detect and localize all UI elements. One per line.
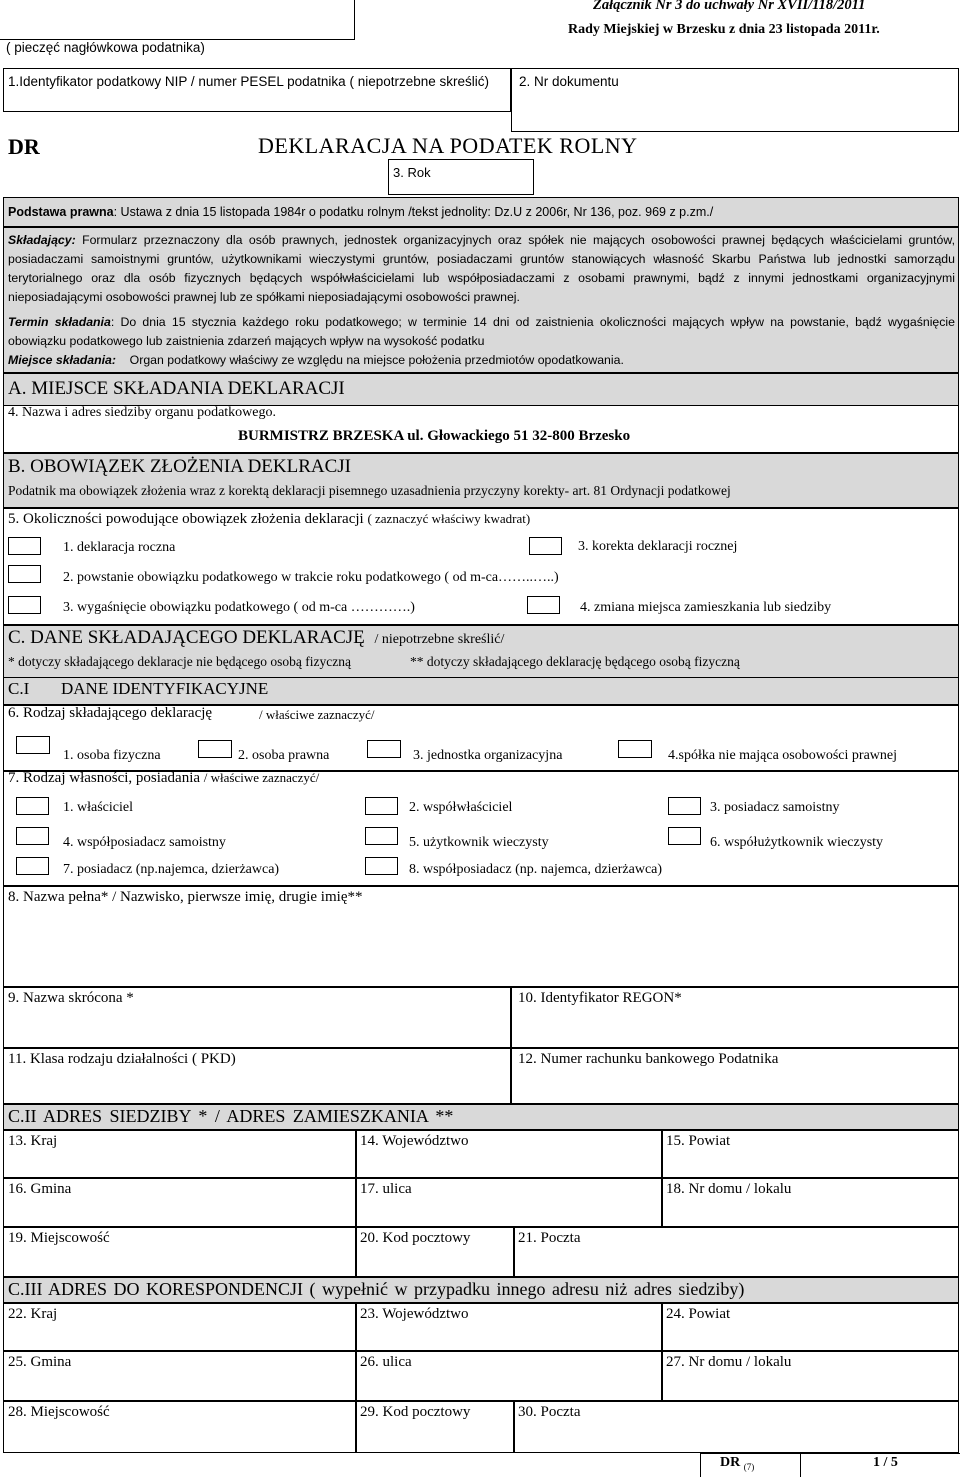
footer-divider <box>800 1453 801 1477</box>
field5-label <box>8 511 530 528</box>
filer-label: Składający: <box>8 233 76 247</box>
field25-label: 25. Gmina <box>8 1354 72 1370</box>
field14-label: 14. Województwo <box>360 1133 469 1149</box>
checkbox-co-perpetual-user[interactable] <box>668 827 701 845</box>
field12-label: 12. Numer rachunku bankowego Podatnika <box>518 1051 779 1067</box>
field6-hint: / właściwe zaznaczyć/ <box>259 707 375 722</box>
checkbox-legal-person[interactable] <box>198 740 232 758</box>
checkbox-address-change[interactable] <box>527 596 560 614</box>
stamp-box <box>0 0 355 40</box>
deadline-label: Termin składania <box>8 315 111 329</box>
type-legal-person: 2. osoba prawna <box>238 748 330 763</box>
footer-code <box>720 1455 754 1472</box>
type-partnership: 4.spółka nie mająca osobowości prawnej <box>668 748 897 763</box>
field30-post-office[interactable] <box>514 1401 959 1453</box>
checkbox-co-holder-lease[interactable] <box>365 857 398 875</box>
field26-label: 26. ulica <box>360 1354 412 1370</box>
ownership-co-perpetual-user: 6. współużytkownik wieczysty <box>710 835 884 850</box>
ownership-perpetual-user: 5. użytkownik wieczysty <box>409 835 549 850</box>
section-cii-title: C.II ADRES SIEDZIBY * / ADRES ZAMIESZKANIA ** <box>8 1106 454 1126</box>
field30-label: 30. Poczta <box>518 1404 581 1420</box>
checkbox-obligation-end[interactable] <box>8 596 41 614</box>
field9-label: 9. Nazwa skrócona * <box>8 990 134 1006</box>
type-organizational-unit: 3. jednostka organizacyjna <box>413 748 563 763</box>
filer-paragraph <box>8 231 955 307</box>
field13-label: 13. Kraj <box>8 1133 58 1149</box>
ownership-independent-holder: 3. posiadacz samoistny <box>710 800 840 815</box>
ownership-co-owner: 2. współwłaściciel <box>409 800 513 815</box>
field10-label: 10. Identyfikator REGON* <box>518 990 682 1006</box>
checkbox-co-owner[interactable] <box>365 797 398 815</box>
deadline-text: : Do dnia 15 stycznia każdego roku podatkowego; w terminie 14 dni od zaistnienia okoliczności mających wpływ na powstanie, bądź wygaśnięcie obowiązku podatkowego lub zaistnienia zdarzeń mających wpływ na wysokość podatku <box>8 315 955 348</box>
checkbox-partnership[interactable] <box>618 740 652 758</box>
field6-label: 6. Rodzaj składającego deklarację <box>8 705 213 721</box>
field15-label: 15. Powiat <box>666 1133 731 1149</box>
note-natural-person: ** dotyczy składającego deklarację będącego osobą fizyczną <box>410 654 740 669</box>
field7-hint: / właściwe zaznaczyć/ <box>203 770 320 785</box>
option-obligation-start: 2. powstanie obowiązku podatkowego w trakcie roku podatkowego ( od m-ca……..…..) <box>63 570 559 585</box>
tax-office-name: BURMISTRZ BRZESKA ul. Głowackiego 51 32-800 Brzesko <box>238 428 631 444</box>
checkbox-co-holder[interactable] <box>16 827 49 845</box>
field19-label: 19. Miejscowość <box>8 1230 110 1246</box>
field24-label: 24. Powiat <box>666 1306 731 1322</box>
option-obligation-end: 3. wygaśnięcie obowiązku podatkowego ( od m-ca ………….) <box>63 600 415 615</box>
stamp-label: ( pieczęć nagłówkowa podatnika) <box>6 40 205 55</box>
checkbox-organizational-unit[interactable] <box>367 740 401 758</box>
legal-basis <box>8 205 713 219</box>
field16-label: 16. Gmina <box>8 1181 72 1197</box>
footer-code-sub: (7) <box>743 1461 755 1472</box>
checkbox-independent-holder[interactable] <box>668 797 701 815</box>
field20-label: 20. Kod pocztowy <box>360 1230 471 1246</box>
field22-label: 22. Kraj <box>8 1306 58 1322</box>
field28-label: 28. Miejscowość <box>8 1404 110 1420</box>
field1-label: 1.Identyfikator podatkowy NIP / numer PESEL podatnika ( niepotrzebne skreślić) <box>8 74 489 89</box>
section-a-title: A. MIEJSCE SKŁADANIA DEKLARACJI <box>8 378 345 399</box>
field17-label: 17. ulica <box>360 1181 412 1197</box>
option-annual-declaration: 1. deklaracja roczna <box>63 540 176 555</box>
place-text: Organ podatkowy właściwy ze względu na miejsce położenia przedmiotów opodatkowania. <box>129 353 624 367</box>
field21-label: 21. Poczta <box>518 1230 581 1246</box>
option-address-change: 4. zmiana miejsca zamieszkania lub siedziby <box>580 600 832 615</box>
field18-label: 18. Nr domu / lokalu <box>666 1181 792 1197</box>
option-correction: 3. korekta deklaracji rocznej <box>578 539 738 554</box>
checkbox-perpetual-user[interactable] <box>365 827 398 845</box>
section-b-text: Podatnik ma obowiązek złożenia wraz z korektą deklaracji pisemnego uzasadnienia przyczyny korekty- art. 81 Ordynacji podatkowej <box>8 483 731 498</box>
ownership-co-holder: 4. współposiadacz samoistny <box>63 835 226 850</box>
checkbox-natural-person[interactable] <box>16 736 50 754</box>
page-number: 1 / 5 <box>873 1455 898 1470</box>
ownership-co-holder-lease: 8. współposiadacz (np. najemca, dzierżawca) <box>409 862 663 877</box>
legal-basis-label: Podstawa prawna <box>8 205 114 219</box>
divider <box>3 677 959 678</box>
section-c-heading <box>8 627 504 649</box>
form-code: DR <box>8 134 40 159</box>
field5-title: 5. Okoliczności powodujące obowiązek złożenia deklaracji <box>8 511 364 527</box>
checkbox-annual-declaration[interactable] <box>8 537 41 555</box>
field2-label: 2. Nr dokumentu <box>519 74 619 89</box>
checkbox-correction[interactable] <box>529 537 562 555</box>
field3-label: 3. Rok <box>393 165 431 180</box>
section-ci-title: DANE IDENTYFIKACYJNE <box>61 679 269 698</box>
place-paragraph <box>8 351 955 370</box>
field21-post-office[interactable] <box>514 1227 959 1277</box>
field11-label: 11. Klasa rodzaju działalności ( PKD) <box>8 1051 236 1067</box>
field8-label: 8. Nazwa pełna* / Nazwisko, pierwsze imię, drugie imię** <box>8 889 363 905</box>
annex-line1: Załącznik Nr 3 do uchwały Nr XVII/118/2011 <box>593 0 866 13</box>
checkbox-holder[interactable] <box>16 857 49 875</box>
deadline-paragraph <box>8 313 955 351</box>
annex-line2: Rady Miejskiej w Brzesku z dnia 23 listopada 2011r. <box>568 22 880 37</box>
section-ciii-title: C.III ADRES DO KORESPONDENCJI ( wypełnić w przypadku innego adresu niż adres siedziby) <box>8 1279 745 1299</box>
legal-basis-text: : Ustawa z dnia 15 listopada 1984r o podatku rolnym /tekst jednolity: Dz.U z 2006r, Nr 136, poz. 969 z p.zm./ <box>113 205 714 219</box>
ownership-owner: 1. właściciel <box>63 800 133 815</box>
field4-label: 4. Nazwa i adres siedziby organu podatkowego. <box>8 405 276 420</box>
place-label: Miejsce składania: <box>8 353 116 367</box>
field23-label: 23. Województwo <box>360 1306 469 1322</box>
section-ci-number: C.I <box>8 679 30 698</box>
field7-title: 7. Rodzaj własności, posiadania <box>8 770 201 786</box>
page-title: DEKLARACJA NA PODATEK ROLNY <box>258 133 638 158</box>
field29-label: 29. Kod pocztowy <box>360 1404 471 1420</box>
footer-code-text: DR <box>720 1455 741 1470</box>
section-b-title: B. OBOWIĄZEK ZŁOŻENIA DEKLRACJI <box>8 456 352 477</box>
checkbox-obligation-start[interactable] <box>8 565 41 583</box>
type-natural-person: 1. osoba fizyczna <box>63 748 161 763</box>
note-legal-person: * dotyczy składającego deklaracje nie będącego osobą fizyczną <box>8 654 351 669</box>
checkbox-owner[interactable] <box>16 797 49 815</box>
ownership-holder: 7. posiadacz (np.najemca, dzierżawca) <box>63 862 280 877</box>
field5-hint: ( zaznaczyć właściwy kwadrat) <box>367 511 531 526</box>
section-c-title: C. DANE SKŁADAJĄCEGO DEKLARACJĘ <box>8 627 365 648</box>
field7-label <box>8 770 319 787</box>
section-c-hint: / niepotrzebne skreślić/ <box>374 632 505 647</box>
filer-text: Formularz przeznaczony dla osób prawnych, jednostek organizacyjnych oraz spółek nie mających osobowości prawnej będących właścicielami gruntów, posiadaczami samoistnymi gruntów, użytkownikami wieczystymi gruntów, posiadaczami gruntów stanowiących własność Skarbu Państwa lub jednostki samorządu terytorialnego oraz dla osób fizycznych będących współwłaścicielami lub współposiadaczami z osobami prawnymi, bądź z innymi jednostkami organizacyjnymi nieposiadającymi osobowości prawnej lub ze spółkami nieposiadającymi osobowości prawnej. <box>8 233 955 304</box>
field27-label: 27. Nr domu / lokalu <box>666 1354 792 1370</box>
